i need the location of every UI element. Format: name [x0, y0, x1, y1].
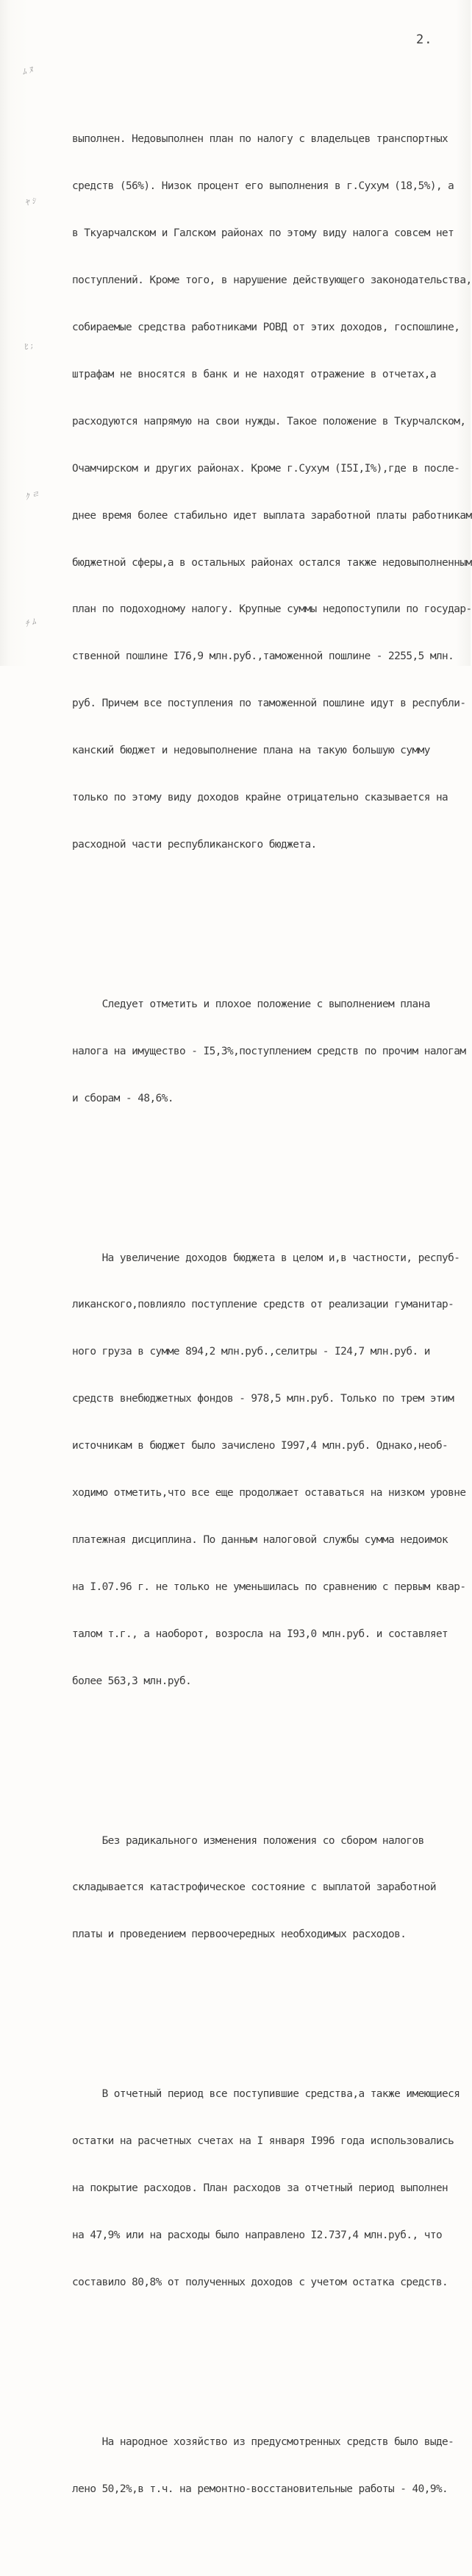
text-line: канский бюджет и недовыполнение плана на такую большую сумму — [72, 745, 430, 757]
text-line: в Ткуарчалском и Галском районах по этому виду налога совсем нет — [72, 227, 454, 240]
text-line: более 563,3 млн.руб. — [72, 1675, 192, 1687]
text-line: расходуются напрямую на свои нужды. Такое положение в Ткурчалском, — [72, 415, 466, 427]
text-line: складывается катастрофическое состояние с выплатой заработной — [72, 1881, 436, 1894]
paragraph — [72, 2056, 460, 2322]
text-line: план по подоходному налогу. Крупные суммы недопоступили по государ- — [72, 603, 472, 616]
text-line: платы и проведением первоочередных необходимых расходов. — [72, 1929, 407, 1941]
text-line: На увеличение доходов бюджета в целом и,в частности, респуб- — [72, 1252, 460, 1264]
text-line: выполнен. Недовыполнен план по налогу с владельцев транспортных — [72, 133, 448, 146]
page-number: 2. — [416, 32, 433, 47]
text-line: платежная дисциплина. По данным налоговой службы сумма недоимок — [72, 1533, 448, 1546]
text-line: налога на имущество - I5,3%,поступлением средств по прочим налогам — [72, 1045, 466, 1057]
text-line: Следует отметить и плохое положение с выполнением плана — [72, 998, 430, 1010]
text-line: и сборам - 48,6%. — [72, 1092, 174, 1104]
text-line: талом т.г., а наоборот, возросла на I93,0 млн.руб. и составляет — [72, 1628, 448, 1640]
margin-pencil-mark: ﾑ ﾇ — [21, 65, 35, 77]
text-line: только по этому виду доходов крайне отрицательно сказывается на — [72, 791, 448, 803]
text-line: на I.07.96 г. не только не уменьшилась по сравнению с первым квар- — [72, 1580, 466, 1593]
text-line: средств (56%). Низок процент его выполнения в г.Сухум (18,5%), а — [72, 180, 454, 193]
body-text — [72, 54, 472, 2576]
text-line: Очамчирском и других районах. Кроме г.Сухум (I5I,I%),где в после- — [72, 462, 460, 475]
text-line: поступлений. Кроме того, в нарушение действующего законодательства, — [72, 274, 472, 287]
paragraph — [72, 2403, 454, 2528]
text-line: бюджетной сферы,а в остальных районах остался также недовыполненным — [72, 556, 472, 569]
paragraph — [72, 1802, 454, 1974]
text-line: днее время более стабильно идет выплата заработной платы работникам — [72, 509, 472, 522]
text-line: собираемые средства работниками РОВД от этих доходов, госпошлине, — [72, 322, 460, 334]
margin-pencil-mark: ﾋ ; — [22, 340, 35, 352]
text-line: руб. Причем все поступления по таможенной пошлине идут в республи- — [72, 698, 466, 710]
text-line: В отчетный период все поступившие средства,а также имеющиеся — [72, 2088, 460, 2101]
text-line: ственной пошлине I76,9 млн.руб.,таможенной пошлине - 2255,5 млн. — [72, 650, 454, 663]
paragraph — [72, 1219, 466, 1721]
text-line: ликанского,повлияло поступление средств от реализации гуманитар- — [72, 1299, 454, 1311]
paragraph — [72, 101, 472, 884]
text-line: ного груза в сумме 894,2 млн.руб.,селитры - I24,7 млн.руб. и — [72, 1346, 430, 1358]
margin-pencil-mark: ﾁ ﾑ — [24, 617, 37, 629]
margin-pencil-mark: ｸ ㄹ — [24, 489, 41, 503]
text-line: составило 80,8% от полученных доходов с учетом остатка средств. — [72, 2276, 448, 2288]
text-line: лено 50,2%,в т.ч. на ремонтно-восстановительные работы - 40,9%. — [72, 2483, 448, 2495]
text-line: источникам в бюджет было зачислено I997,4 млн.руб. Однако,необ- — [72, 1440, 448, 1452]
text-line: Без радикального изменения положения со сбором налогов — [72, 1834, 424, 1847]
text-line: на покрытие расходов. План расходов за отчетный период выполнен — [72, 2182, 448, 2195]
text-line: расходной части республиканского бюджета. — [72, 838, 317, 851]
text-line: ходимо отметить,что все еще продолжает оставаться на низком уровне — [72, 1487, 466, 1500]
text-line: остатки на расчетных счетах на I января I996 года использовались — [72, 2135, 454, 2148]
text-line: штрафам не вносятся в банк и не находят отражение в отчетах,а — [72, 368, 436, 380]
text-line: На народное хозяйство из предусмотренных средств было выде- — [72, 2435, 454, 2448]
text-line: средств внебюджетных фондов - 978,5 млн.руб. Только по трем этим — [72, 1393, 454, 1405]
paragraph — [72, 965, 466, 1138]
text-line: на 47,9% или на расходы было направлено I2.737,4 млн.руб., что — [72, 2229, 443, 2241]
margin-pencil-mark: ﾔ ｼ — [24, 196, 37, 208]
